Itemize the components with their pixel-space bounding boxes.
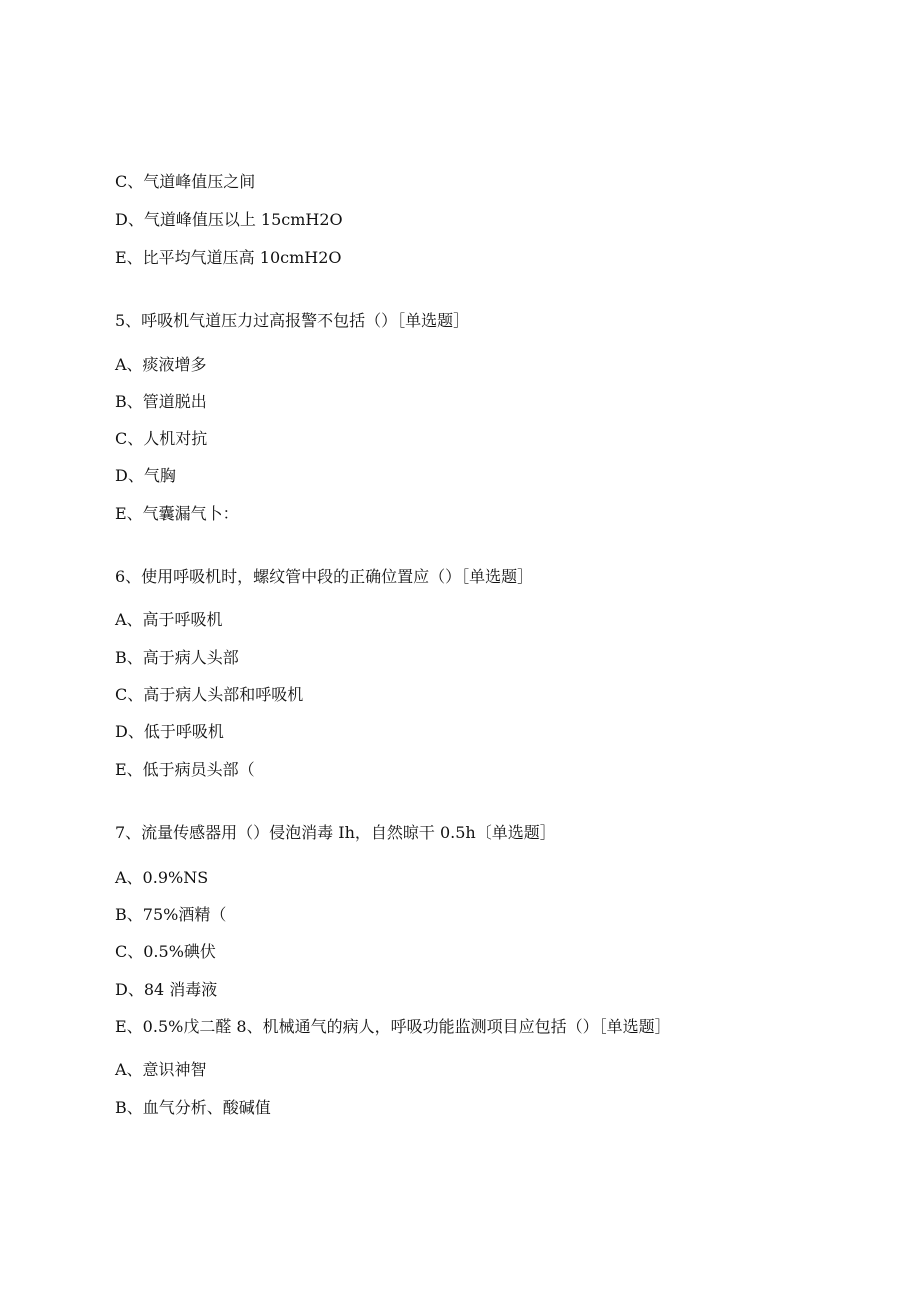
option-a: A、意识神智 [115,1060,207,1079]
option-d: D、低于呼吸机 [115,722,224,741]
option-a: A、高于呼吸机 [115,610,223,629]
option-a: A、痰液增多 [115,355,207,374]
option-b: B、75%酒精（ [115,905,227,924]
option-c: C、人机对抗 [115,429,208,448]
option-e: E、比平均气道压高 10cmH2O [115,248,342,267]
option-d: D、气道峰值压以上 15cmH2O [115,210,343,229]
option-c: C、气道峰值压之间 [115,172,256,191]
option-e-with-question-8-stem: E、0.5%戊二醛 8、机械通气的病人，呼吸功能监测项目应包括（）［单选题］ [115,1017,671,1036]
option-d: D、84 消毒液 [115,980,218,999]
option-b: B、血气分析、酸碱值 [115,1098,271,1117]
question-7-stem: 7、流量传感器用（）侵泡消毒 Ih，自然晾干 0.5h〔单选题］ [115,823,556,842]
option-c: C、高于病人头部和呼吸机 [115,685,304,704]
option-b: B、高于病人头部 [115,648,239,667]
option-d: D、气胸 [115,466,176,485]
question-6-stem: 6、使用呼吸机时，螺纹管中段的正确位置应（）［单选题］ [115,567,534,586]
question-5-stem: 5、呼吸机气道压力过高报警不包括（）［单选题］ [115,311,470,330]
option-e: E、低于病员头部（ [115,760,255,779]
option-a: A、0.9%NS [115,868,209,887]
option-c: C、0.5%碘伏 [115,942,216,961]
option-e: E、气囊漏气卜： [115,504,239,523]
option-b: B、管道脱出 [115,392,207,411]
